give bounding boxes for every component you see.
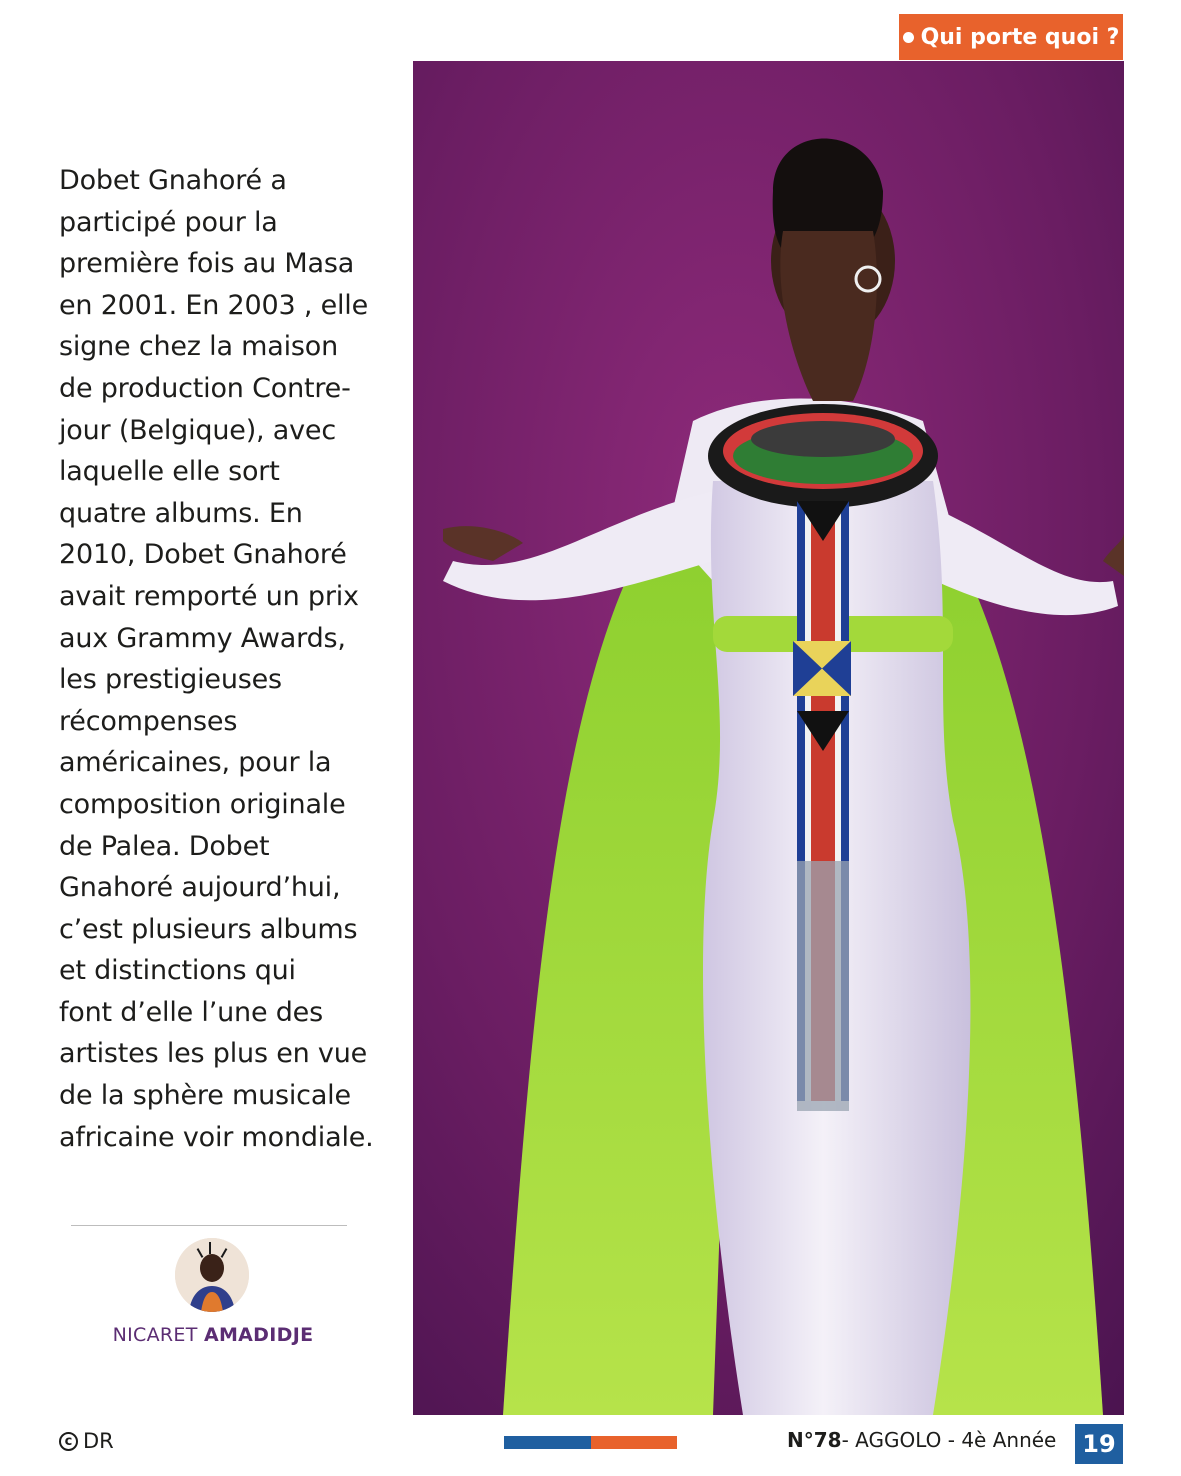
footer-bar-blue [504, 1436, 591, 1449]
article-body: Dobet Gnahoré a participé pour la première fois au Masa en 2001. En 2003 , elle signe chez la maison de production Contre- jour (Belgique), avec laquelle elle sort quatre albums. En 2010, Dobet Gnahoré avait remporté un prix aux Grammy Awards, les prestigieuses récompenses américaines, pour la composition originale de Palea. Dobet Gnahoré aujourd’hui, c’est plusieurs albums et distinctions qui font d’elle l’une des artistes les plus en vue de la sphère musicale africaine voir mondiale. [59, 165, 374, 1153]
section-tag-label: Qui porte quoi ? [920, 24, 1120, 50]
footer-bar-orange [591, 1436, 677, 1449]
publication-info: - AGGOLO - 4è Année [841, 1428, 1057, 1452]
author-name [60, 1324, 366, 1346]
bullet-icon [903, 32, 914, 43]
artist-photo [413, 61, 1124, 1415]
copyright-icon: c [59, 1432, 78, 1451]
author-last-name: AMADIDJE [203, 1324, 314, 1346]
photo-credit-label: DR [83, 1429, 114, 1453]
section-tag [899, 14, 1123, 60]
page-number: 19 [1075, 1424, 1123, 1464]
author-avatar [175, 1238, 249, 1312]
issue-number: N°78 [787, 1428, 842, 1452]
photo-credit [59, 1429, 114, 1453]
footer-color-bars [504, 1436, 677, 1449]
author-first-name: NICARET [112, 1324, 198, 1346]
divider [71, 1225, 347, 1226]
folio [787, 1428, 1056, 1452]
